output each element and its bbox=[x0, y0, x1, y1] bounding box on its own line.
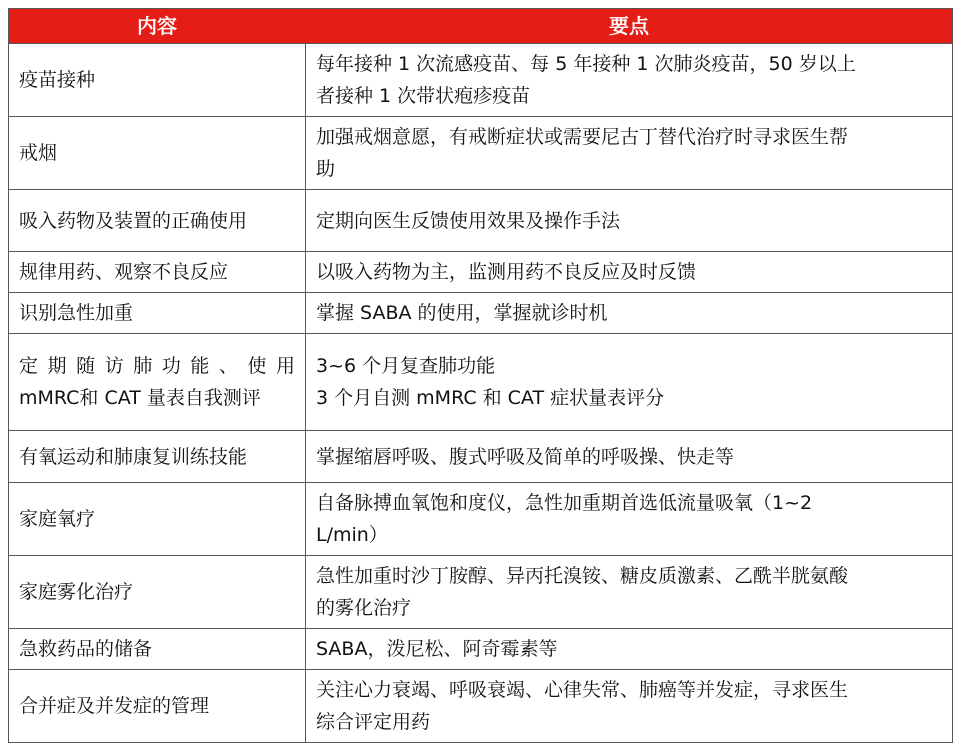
table-row bbox=[9, 334, 953, 431]
cell-key-points-line: 急性加重时沙丁胺醇、异丙托溴铵、糖皮质激素、乙酰半胱氨酸 bbox=[316, 565, 849, 587]
cell-key-points-line: 定期向医生反馈使用效果及操作手法 bbox=[316, 209, 621, 232]
cell-key-points-line: L/min） bbox=[316, 524, 388, 546]
cell-content-lines bbox=[19, 205, 295, 237]
cell-content-line: mMRC和 CAT 量表自我测评 bbox=[19, 387, 261, 409]
cell-key-points-lines bbox=[316, 121, 942, 185]
cell-key-points bbox=[306, 556, 953, 629]
cell-key-points bbox=[306, 44, 953, 117]
cell-key-points-line: 加强戒烟意愿，有戒断症状或需要尼古丁替代治疗时寻求医生帮 bbox=[316, 126, 849, 148]
header-content: 内容 bbox=[9, 9, 306, 44]
cell-content-line: 识别急性加重 bbox=[19, 302, 134, 324]
cell-key-points-line: 综合评定用药 bbox=[316, 711, 431, 733]
cell-key-points-lines bbox=[316, 48, 942, 112]
cell-key-points-lines bbox=[316, 441, 942, 473]
cell-content bbox=[9, 629, 306, 670]
cell-key-points-line: 的雾化治疗 bbox=[316, 597, 412, 619]
cell-key-points-lines bbox=[316, 487, 942, 551]
cell-key-points-line: 掌握 SABA 的使用，掌握就诊时机 bbox=[316, 302, 608, 324]
cell-content-line: 家庭氧疗 bbox=[19, 508, 96, 530]
cell-content bbox=[9, 556, 306, 629]
cell-content-line: 吸入药物及装置的正确使用 bbox=[19, 209, 248, 232]
cell-content-lines bbox=[19, 256, 295, 288]
cell-content bbox=[9, 252, 306, 293]
cell-content-line: 家庭雾化治疗 bbox=[19, 581, 134, 603]
cell-key-points-line: 助 bbox=[316, 158, 336, 180]
table-row bbox=[9, 483, 953, 556]
cell-key-points-lines bbox=[316, 297, 942, 329]
cell-content-lines bbox=[19, 633, 295, 665]
cell-key-points-line: 3 个月自测 mMRC 和 CAT 症状量表评分 bbox=[316, 387, 665, 409]
cell-content-lines bbox=[19, 137, 295, 169]
table-row bbox=[9, 431, 953, 483]
cell-key-points bbox=[306, 431, 953, 483]
cell-key-points bbox=[306, 190, 953, 252]
cell-key-points-lines bbox=[316, 674, 942, 738]
cell-key-points bbox=[306, 293, 953, 334]
cell-content bbox=[9, 117, 306, 190]
cell-content-lines bbox=[19, 64, 295, 96]
cell-key-points-line: 每年接种 1 次流感疫苗、每 5 年接种 1 次肺炎疫苗，50 岁以上 bbox=[316, 53, 856, 75]
table-row bbox=[9, 293, 953, 334]
table-row bbox=[9, 556, 953, 629]
table-body bbox=[9, 44, 953, 743]
cell-content-lines bbox=[19, 690, 295, 722]
table-header-row bbox=[9, 9, 953, 44]
cell-content bbox=[9, 293, 306, 334]
cell-content bbox=[9, 190, 306, 252]
cell-content-line: 合并症及并发症的管理 bbox=[19, 695, 210, 717]
cell-key-points-lines bbox=[316, 256, 942, 288]
cell-key-points bbox=[306, 252, 953, 293]
cell-content-line: 规律用药、观察不良反应 bbox=[19, 261, 229, 283]
cell-key-points-line: 自备脉搏血氧饱和度仪，急性加重期首选低流量吸氧（1~2 bbox=[316, 492, 813, 514]
cell-key-points-line: 者接种 1 次带状疱疹疫苗 bbox=[316, 85, 531, 107]
cell-content bbox=[9, 483, 306, 556]
cell-key-points bbox=[306, 117, 953, 190]
cell-key-points-line: 以吸入药物为主，监测用药不良反应及时反馈 bbox=[316, 261, 697, 283]
cell-key-points-line: SABA，泼尼松、阿奇霉素等 bbox=[316, 638, 558, 660]
cell-content bbox=[9, 334, 306, 431]
cell-content-lines bbox=[19, 297, 295, 329]
cell-content-line: 戒烟 bbox=[19, 142, 58, 164]
header-key-points: 要点 bbox=[306, 9, 953, 44]
copd-management-table bbox=[8, 8, 953, 743]
cell-key-points bbox=[306, 629, 953, 670]
cell-content-line: 疫苗接种 bbox=[19, 69, 96, 91]
cell-content bbox=[9, 670, 306, 743]
cell-content-line: 急救药品的储备 bbox=[19, 638, 153, 660]
cell-content-lines bbox=[19, 503, 295, 535]
table-row bbox=[9, 44, 953, 117]
cell-key-points bbox=[306, 334, 953, 431]
cell-key-points-line: 掌握缩唇呼吸、腹式呼吸及简单的呼吸操、快走等 bbox=[316, 445, 735, 468]
cell-key-points-lines bbox=[316, 560, 942, 624]
cell-key-points-line: 关注心力衰竭、呼吸衰竭、心律失常、肺癌等并发症，寻求医生 bbox=[316, 679, 849, 701]
cell-key-points-lines bbox=[316, 350, 942, 414]
cell-content-line: 定期随访肺功能、使用 bbox=[19, 355, 295, 377]
cell-key-points-lines bbox=[316, 633, 942, 665]
table-row bbox=[9, 670, 953, 743]
cell-content-lines bbox=[19, 441, 295, 473]
cell-content bbox=[9, 431, 306, 483]
cell-content-lines bbox=[19, 350, 295, 414]
cell-content-lines bbox=[19, 576, 295, 608]
table-row bbox=[9, 629, 953, 670]
cell-key-points bbox=[306, 670, 953, 743]
table-row bbox=[9, 117, 953, 190]
cell-key-points bbox=[306, 483, 953, 556]
cell-content bbox=[9, 44, 306, 117]
table-row bbox=[9, 190, 953, 252]
cell-key-points-line: 3~6 个月复查肺功能 bbox=[316, 355, 496, 377]
cell-key-points-lines bbox=[316, 205, 942, 237]
table-row bbox=[9, 252, 953, 293]
cell-content-line: 有氧运动和肺康复训练技能 bbox=[19, 445, 248, 468]
